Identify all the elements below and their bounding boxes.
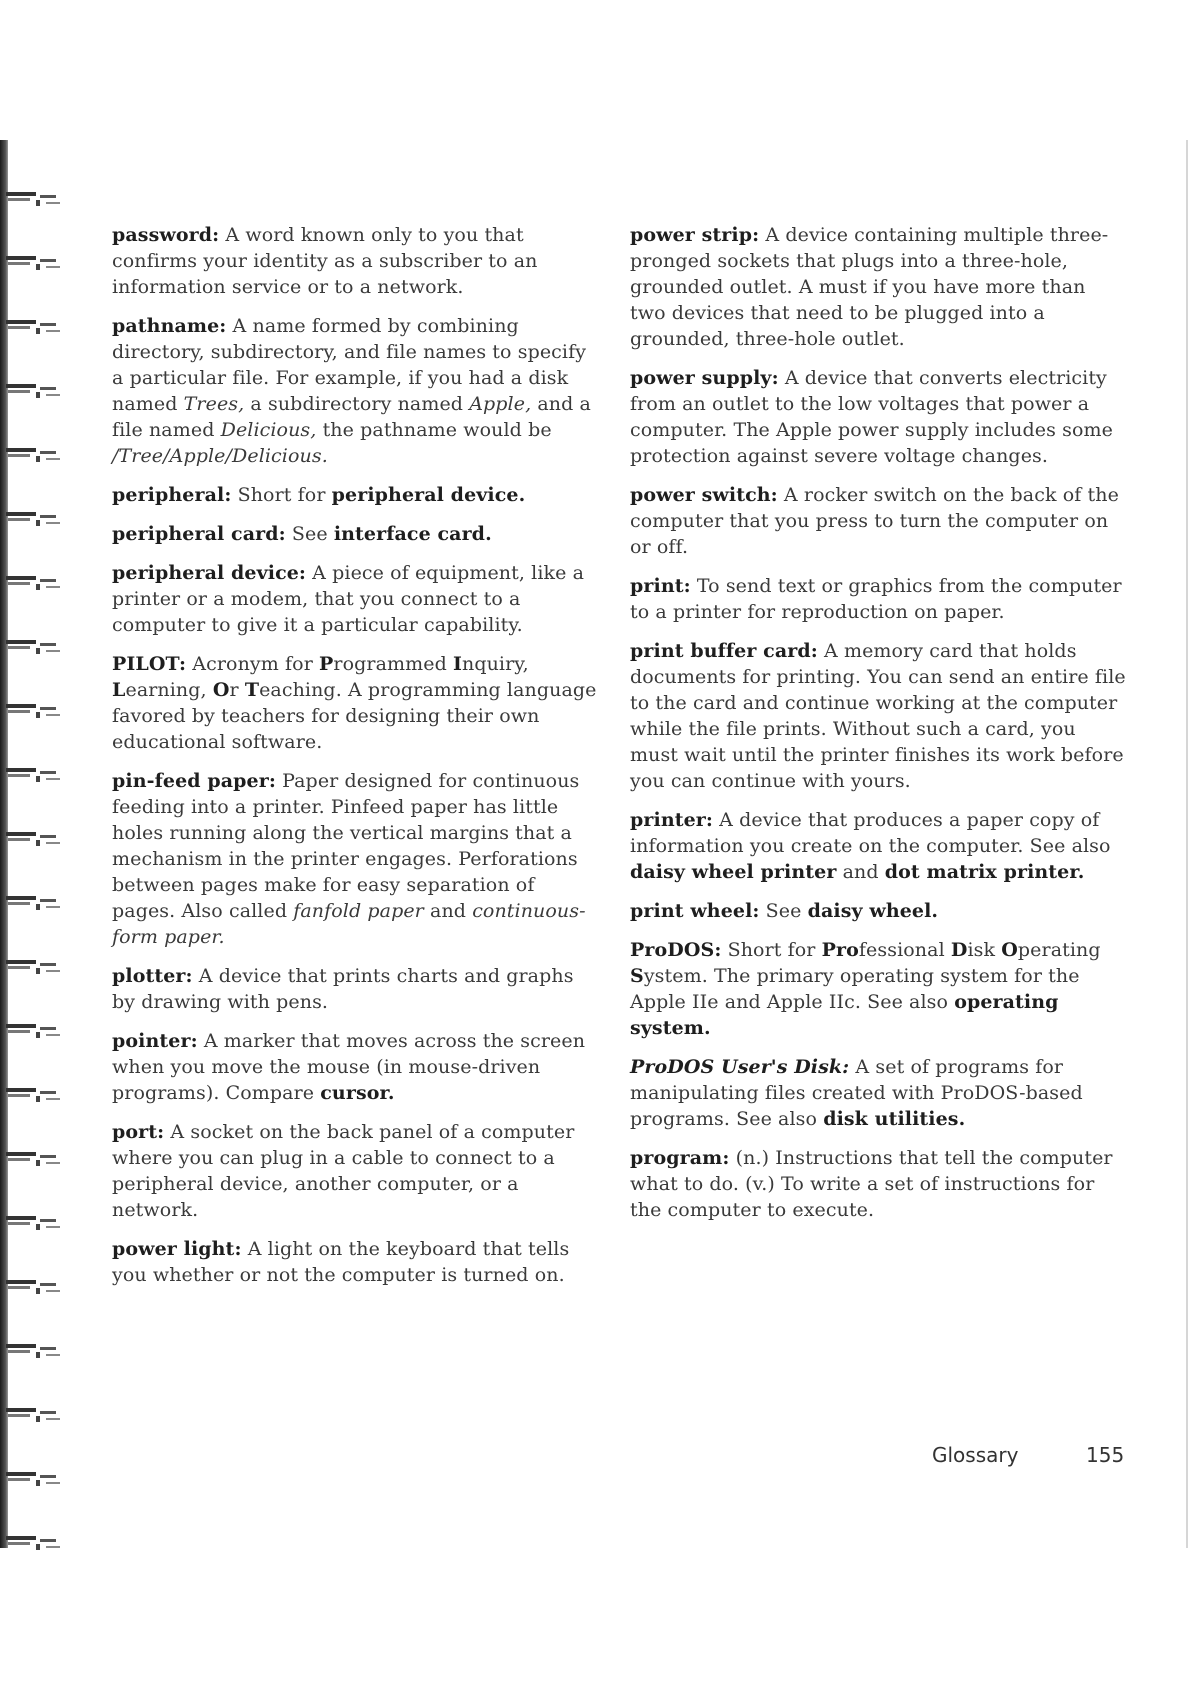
glossary-text: earning, (125, 679, 213, 701)
glossary-term: ProDOS: (630, 939, 722, 961)
glossary-text: A set of programs for manipulating files created with ProDOS-based programs. See also (630, 1056, 1083, 1130)
glossary-term: pointer: (112, 1030, 198, 1052)
glossary-term: print: (630, 575, 691, 597)
glossary-text: T (244, 679, 260, 701)
glossary-entry-port (112, 1119, 602, 1223)
glossary-text: and (423, 900, 473, 922)
glossary-text: fanfold paper (293, 900, 424, 922)
glossary-entry-prodos (630, 937, 1126, 1041)
glossary-text: ystem. The primary operating system for the Apple IIe and Apple IIc. See also (630, 965, 1080, 1013)
glossary-term: ProDOS User's Disk: (630, 1056, 850, 1078)
glossary-text: peripheral device. (331, 484, 526, 506)
glossary-text: (n.) Instructions that tell the computer what to do. (v.) To write a set of instructions for the computer to execute. (630, 1147, 1113, 1221)
glossary-term: power supply: (630, 367, 779, 389)
glossary-text: A light on the keyboard that tells you whether or not the computer is turned on. (112, 1238, 570, 1286)
glossary-text: Short for (721, 939, 822, 961)
glossary-text: Trees, (183, 393, 245, 415)
glossary-column-right (630, 222, 1126, 1236)
glossary-term: power strip: (630, 224, 760, 246)
glossary-text: A word known only to you that confirms your identity as a subscriber to an information service or to a network. (112, 224, 538, 298)
glossary-column-left (112, 222, 602, 1301)
glossary-entry-program (630, 1145, 1126, 1223)
glossary-entry-print-buffer-card (630, 638, 1126, 794)
glossary-term: printer: (630, 809, 714, 831)
page-edge (1186, 140, 1188, 1548)
glossary-text: A device that converts electricity from an outlet to the low voltages that power a computer. The Apple power supply includes some protection against severe voltage changes. (630, 367, 1113, 467)
glossary-entry-power-supply (630, 365, 1126, 469)
glossary-text: and (836, 861, 885, 883)
glossary-text: eaching. A programming language favored by teachers for designing their own educational software. (112, 679, 597, 753)
glossary-term: program: (630, 1147, 730, 1169)
glossary-text: Delicious, (220, 419, 317, 441)
glossary-term: print buffer card: (630, 640, 818, 662)
glossary-text: disk utilities. (823, 1108, 966, 1130)
glossary-text: daisy wheel. (807, 900, 939, 922)
glossary-text: A device that prints charts and graphs by drawing with pens. (112, 965, 574, 1013)
spiral-binding (0, 140, 60, 1548)
glossary-entry-plotter (112, 963, 602, 1015)
glossary-term: pin-feed paper: (112, 770, 276, 792)
glossary-text: continuous-form paper. (112, 900, 586, 948)
glossary-text: cursor. (320, 1082, 395, 1104)
page-number: 155 (1086, 1443, 1125, 1467)
glossary-term: peripheral device: (112, 562, 307, 584)
glossary-text: Short for (231, 484, 332, 506)
glossary-text: L (112, 679, 126, 701)
glossary-text: Acronym for (186, 653, 320, 675)
glossary-term: password: (112, 224, 220, 246)
glossary-entry-password (112, 222, 602, 300)
glossary-entry-peripheral-device (112, 560, 602, 638)
glossary-text: interface card. (333, 523, 492, 545)
glossary-text: O (1001, 939, 1018, 961)
glossary-term: print wheel: (630, 900, 760, 922)
glossary-text: and a file named (112, 393, 591, 441)
footer-section-label: Glossary (932, 1443, 1019, 1467)
glossary-entry-print-wheel (630, 898, 1126, 924)
glossary-text: A socket on the back panel of a computer where you can plug in a cable to connect to a peripheral device, another computer, or a network. (112, 1121, 575, 1221)
glossary-term: peripheral card: (112, 523, 286, 545)
glossary-entry-power-light (112, 1236, 602, 1288)
glossary-text: /Tree/Apple/Delicious. (112, 445, 328, 467)
glossary-text: To send text or graphics from the computer to a printer for reproduction on paper. (630, 575, 1122, 623)
binding-spine (0, 140, 8, 1548)
glossary-text: P (319, 653, 334, 675)
glossary-text: A marker that moves across the screen when you move the mouse (in mouse-driven programs). Compare (112, 1030, 586, 1104)
glossary-text: A rocker switch on the back of the computer that you press to turn the computer on or off. (630, 484, 1119, 558)
glossary-text: isk (967, 939, 1002, 961)
glossary-text: Pro (821, 939, 859, 961)
glossary-term: peripheral: (112, 484, 232, 506)
glossary-text: A memory card that holds documents for printing. You can send an entire file to the card and continue working at the computer while the file prints. Without such a card, you must wait until the printer finishes its work before you can continue with yours. (630, 640, 1126, 792)
glossary-text: I (452, 653, 462, 675)
glossary-term: power light: (112, 1238, 242, 1260)
glossary-text: A device containing multiple three-pronged sockets that plugs into a three-hole, grounded outlet. A must if you have more than two devices that need to be plugged into a grounded, three-hole outlet. (630, 224, 1109, 350)
glossary-entry-print (630, 573, 1126, 625)
glossary-entry-pathname (112, 313, 602, 469)
glossary-text: rogrammed (333, 653, 453, 675)
glossary-entry-power-switch (630, 482, 1126, 560)
glossary-text: See (285, 523, 334, 545)
glossary-entry-peripheral-card (112, 521, 602, 547)
glossary-text: the pathname would be (316, 419, 552, 441)
glossary-text: A piece of equipment, like a printer or a modem, that you connect to a computer to give it a particular capability. (112, 562, 585, 636)
glossary-text: dot matrix printer. (884, 861, 1085, 883)
glossary-term: port: (112, 1121, 165, 1143)
glossary-term: pathname: (112, 315, 227, 337)
glossary-text: O (212, 679, 230, 701)
glossary-text: See (759, 900, 808, 922)
glossary-text: daisy wheel printer (630, 861, 837, 883)
glossary-term: PILOT: (112, 653, 187, 675)
glossary-text: r (229, 679, 245, 701)
glossary-text: A device that produces a paper copy of information you create on the computer. See also (630, 809, 1111, 857)
glossary-entry-peripheral (112, 482, 602, 508)
glossary-text: operating system. (630, 991, 1059, 1039)
glossary-text: fessional (858, 939, 951, 961)
glossary-text: Apple, (469, 393, 532, 415)
glossary-entry-pin-feed-paper (112, 768, 602, 950)
glossary-entry-pilot (112, 651, 602, 755)
glossary-text: Paper designed for continuous feeding into a printer. Pinfeed paper has little holes running along the vertical margins that a mechanism in the printer engages. Perforations between pages make for easy separation of pages. Also called (112, 770, 580, 922)
glossary-text: perating (1017, 939, 1101, 961)
glossary-term: plotter: (112, 965, 193, 987)
glossary-text: nquiry, (461, 653, 529, 675)
glossary-term: power switch: (630, 484, 778, 506)
glossary-text: S (630, 965, 644, 987)
glossary-entry-pointer (112, 1028, 602, 1106)
glossary-text: a subdirectory named (244, 393, 470, 415)
glossary-entry-printer (630, 807, 1126, 885)
glossary-entry-power-strip (630, 222, 1126, 352)
glossary-entry-prodos-users-disk (630, 1054, 1126, 1132)
glossary-text: D (950, 939, 968, 961)
glossary-text: A name formed by combining directory, subdirectory, and file names to specify a particular file. For example, if you had a disk named (112, 315, 587, 415)
